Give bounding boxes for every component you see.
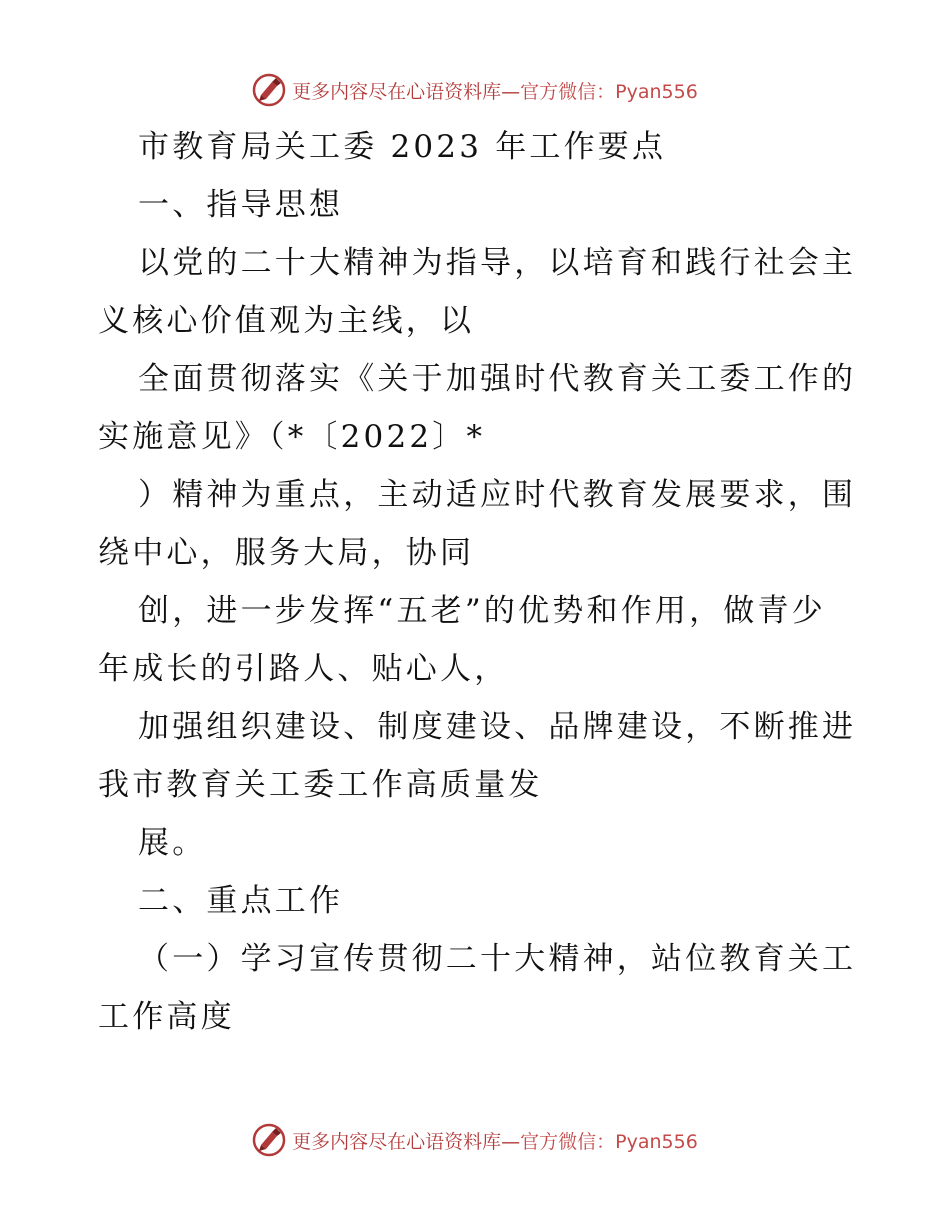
watermark-wechat: 官方微信：Pyan556 [520, 1130, 698, 1153]
text-line: （一）学习宣传贯彻二十大精神，站位教育关工 [138, 941, 857, 977]
watermark-dash: — [501, 80, 521, 103]
document-body [98, 118, 858, 1046]
text-line: 我市教育关工委工作高质量发 [98, 767, 543, 803]
text-line: ）精神为重点，主动适应时代教育发展要求，围 [138, 477, 857, 513]
library-logo-icon [252, 73, 286, 107]
library-logo-icon [252, 1123, 286, 1157]
text-line: 义核心价值观为主线，以 [98, 303, 475, 339]
text-line: 工作高度 [98, 999, 235, 1035]
watermark-main: 更多内容尽在心语资料库 [292, 80, 502, 103]
watermark-wechat: 官方微信：Pyan556 [520, 80, 698, 103]
text-line: 创，进一步发挥“五老”的优势和作用，做青少 [138, 593, 826, 629]
text-line: 年成长的引路人、贴心人， [98, 651, 509, 687]
watermark-text [292, 77, 698, 104]
watermark-text [292, 1127, 698, 1154]
text-line: 以党的二十大精神为指导，以培育和践行社会主 [138, 245, 857, 281]
text-line: 二、重点工作 [138, 883, 344, 919]
text-line: 绕中心，服务大局，协同 [98, 535, 475, 571]
text-line: 全面贯彻落实《关于加强时代教育关工委工作的 [138, 361, 857, 397]
text-line: 展。 [138, 825, 207, 861]
watermark-main: 更多内容尽在心语资料库 [292, 1130, 502, 1153]
header-watermark [0, 70, 950, 110]
text-line: 加强组织建设、制度建设、品牌建设，不断推进 [138, 709, 857, 745]
footer-watermark [0, 1120, 950, 1160]
text-line: 一、指导思想 [138, 187, 344, 223]
watermark-dash: — [501, 1130, 521, 1153]
text-line: 市教育局关工委 2023 年工作要点 [138, 129, 667, 165]
text-line: 实施意见》（*〔2022〕* [98, 419, 486, 455]
